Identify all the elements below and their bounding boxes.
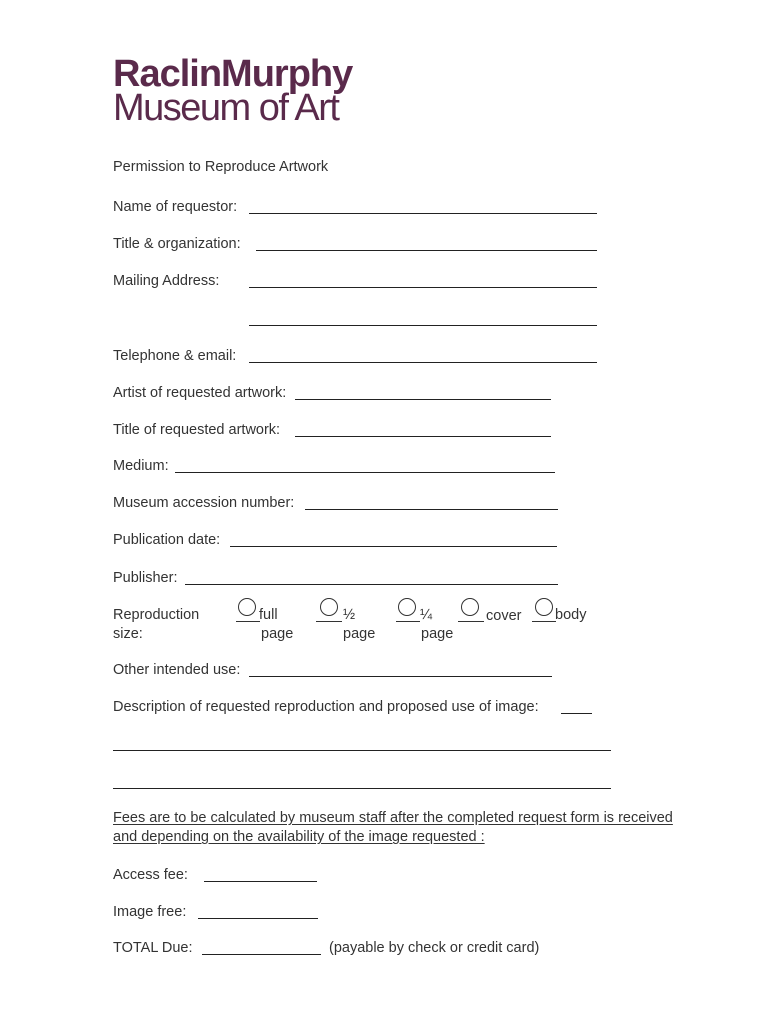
pub-date-label: Publication date: — [113, 532, 221, 548]
repro-label-line1: Reproduction — [113, 607, 200, 623]
radio-half-page[interactable] — [320, 598, 338, 616]
mailing-field-2[interactable] — [249, 325, 597, 326]
radio-underline — [532, 621, 556, 622]
option-quarter-label: ¼ — [420, 607, 433, 623]
accession-field[interactable] — [305, 509, 558, 510]
name-label: Name of requestor: — [113, 199, 238, 215]
publisher-field[interactable] — [185, 584, 558, 585]
artist-field[interactable] — [295, 399, 551, 400]
option-full-label: full — [259, 607, 278, 623]
total-field[interactable] — [202, 954, 321, 955]
logo-wordmark-line1: RaclinMurphy — [113, 53, 353, 95]
radio-underline — [236, 621, 260, 622]
mailing-label: Mailing Address: — [113, 273, 220, 289]
title-org-label: Title & organization: — [113, 236, 241, 252]
radio-underline — [316, 621, 342, 622]
artwork-title-field[interactable] — [295, 436, 551, 437]
option-half-label-page: page — [343, 626, 376, 642]
other-use-label: Other intended use: — [113, 662, 241, 678]
radio-underline — [396, 621, 420, 622]
accession-label: Museum accession number: — [113, 495, 295, 511]
title-org-field[interactable] — [256, 250, 597, 251]
repro-label-line2: size: — [113, 626, 143, 642]
publisher-label: Publisher: — [113, 570, 178, 586]
radio-underline — [458, 621, 484, 622]
description-label: Description of requested reproduction and proposed use of image: — [113, 699, 539, 715]
telephone-field[interactable] — [249, 362, 597, 363]
option-cover-label: cover — [486, 608, 522, 624]
fees-note-line1: Fees are to be calculated by museum staff after the completed request form is received — [113, 810, 673, 826]
artist-label: Artist of requested artwork: — [113, 385, 287, 401]
other-use-field[interactable] — [249, 676, 552, 677]
medium-field[interactable] — [175, 472, 555, 473]
option-full-label-page: page — [261, 626, 294, 642]
option-body-label: body — [555, 607, 587, 623]
image-fee-field[interactable] — [198, 918, 318, 919]
radio-full-page[interactable] — [238, 598, 256, 616]
mailing-field-1[interactable] — [249, 287, 597, 288]
medium-label: Medium: — [113, 458, 169, 474]
description-field-inline[interactable] — [561, 713, 592, 714]
pub-date-field[interactable] — [230, 546, 557, 547]
radio-cover[interactable] — [461, 598, 479, 616]
option-half-label: ½ — [343, 607, 356, 623]
radio-quarter-page[interactable] — [398, 598, 416, 616]
radio-body[interactable] — [535, 598, 553, 616]
fees-note-line2: and depending on the availability of the image requested : — [113, 829, 485, 845]
form-title: Permission to Reproduce Artwork — [113, 159, 329, 175]
name-field[interactable] — [249, 213, 597, 214]
access-fee-field[interactable] — [204, 881, 317, 882]
telephone-label: Telephone & email: — [113, 348, 237, 364]
total-note: (payable by check or credit card) — [329, 940, 540, 956]
image-fee-label: Image free: — [113, 904, 187, 920]
option-quarter-label-page: page — [421, 626, 454, 642]
logo-wordmark-line2: Museum of Art — [113, 87, 339, 129]
access-fee-label: Access fee: — [113, 867, 188, 883]
description-field-2[interactable] — [113, 788, 611, 789]
total-label: TOTAL Due: — [113, 940, 193, 956]
artwork-title-label: Title of requested artwork: — [113, 422, 281, 438]
description-field-1[interactable] — [113, 750, 611, 751]
